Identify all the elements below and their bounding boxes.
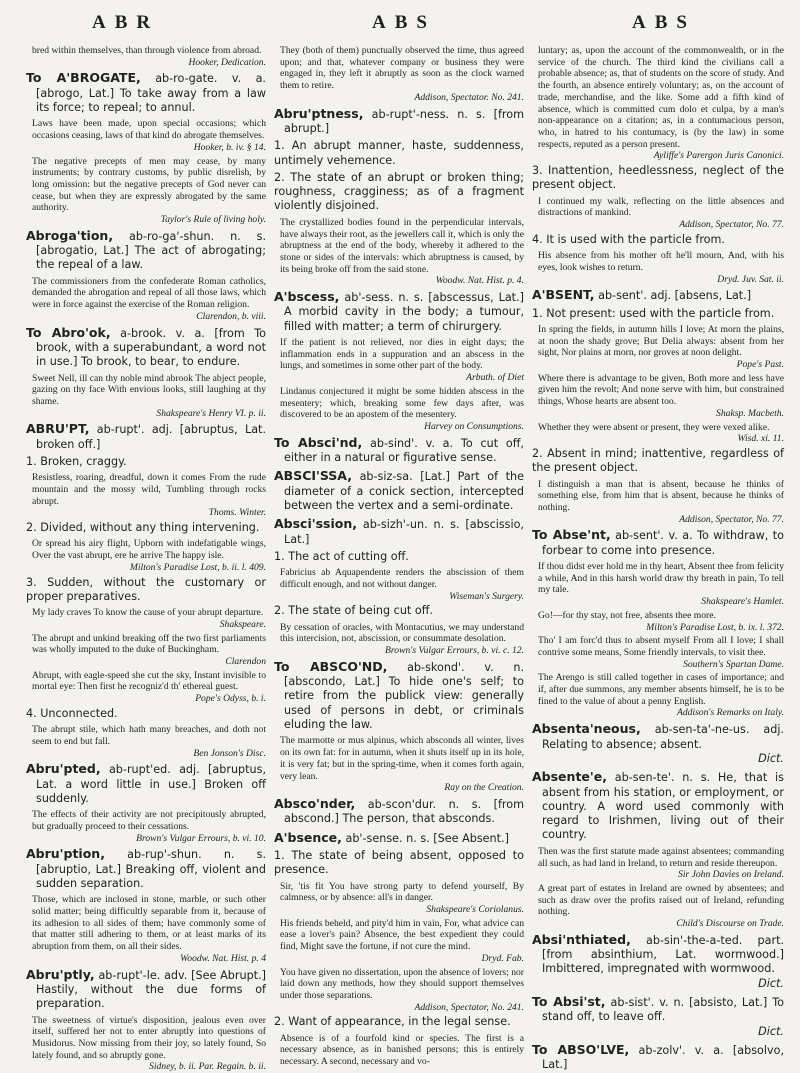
headword: To Absci'nd,	[274, 434, 363, 450]
citation-text: Tho' I am forc'd thus to absent myself From all I love; I shall contrive some means, Some friendly intervals, to visit thee.	[538, 635, 784, 658]
citation-source: Brown's Vulgar Errours, b. vi. 10.	[136, 832, 266, 844]
definition: ab-siz-sa. [Lat.] Part of the diameter of a conick section, intercepted between the vertex and a semi-ordinate.	[284, 470, 524, 512]
citation-source: Addison, Spectator, No. 77.	[679, 513, 784, 525]
citation-source: Addison's Remarks on Italy.	[676, 707, 784, 719]
citation	[280, 45, 524, 104]
sense: 1. The state of being absent, opposed to presence.	[274, 848, 524, 877]
citation-source: Shakspeare's Hamlet.	[701, 596, 784, 608]
citation-text: Absence is of a fourfold kind or species. The first is a necessary absence, as in banished persons; this is entirely necessary. A second, necessary and vo-	[280, 1032, 524, 1068]
entry-abscind	[274, 435, 524, 466]
definition: ab-sent'. v. a. To withdraw, to forbear to come into presence.	[542, 529, 784, 557]
citation-source: Dict.	[758, 1024, 784, 1038]
citation-source: Brown's Vulgar Errours, b. vi. c. 12.	[385, 645, 524, 657]
entry-absentaneous	[532, 721, 784, 766]
citation-source: Dict.	[758, 751, 784, 765]
citation-text: I continued my walk, reflecting on the little absences and distractions of mankind.	[538, 195, 784, 219]
citation-text: Fabricius ab Aquapendente renders the abscission of them difficult enough, and not without danger.	[280, 567, 524, 590]
citation	[32, 894, 266, 964]
citation	[538, 672, 784, 719]
headword: Absco'nder,	[274, 795, 356, 811]
citation	[32, 633, 266, 668]
definition: ab-zolv'. v. a. [absolvo, Lat.]	[542, 1044, 785, 1072]
definition: ab-scon'dur. n. s. [from abscond.] The person, that absconds.	[284, 797, 525, 826]
citation-text: Laws have been made, upon special occasions; which occasions ceasing, laws of that kind do abrogate themselves.	[32, 118, 266, 142]
sense: 3. Sudden, without the customary or proper preparatives.	[26, 575, 266, 603]
citation	[32, 809, 266, 844]
citation-text: The commissioners from the confederate Roman catholics, demanded the abrogation and repeal of all those laws, which were in force against the exercise of the Roman religion.	[32, 275, 266, 311]
citation-source: Thoms. Winter.	[208, 507, 266, 519]
citation-source: Sir John Davies on Ireland.	[678, 869, 784, 881]
citation-text: Abrupt, with eagle-speed she cut the sky, Instant invisible to mortal eye: Then first he recogniz'd th' ethereal guest.	[32, 669, 266, 693]
citation	[32, 373, 266, 420]
citation	[32, 1015, 266, 1073]
citation-text: bred within themselves, than through violence from abroad.	[32, 45, 262, 56]
citation	[280, 1033, 524, 1068]
citation-source: Pope's Past.	[736, 359, 784, 370]
citation	[280, 881, 524, 916]
citation-text: The marmotte or mus alpinus, which absconds all winter, lives on its own fat: for in autumn, when it shuts itself up in its hole, it is very fat; but in the spring-time, when it comes forth again, very lean.	[280, 735, 524, 782]
headword: To ABSO'LVE,	[532, 1042, 630, 1058]
entry-abscission	[274, 516, 524, 547]
sense: 1. An abrupt manner, haste, suddenness, untimely vehemence.	[274, 139, 524, 167]
entry-abrogate	[26, 70, 266, 115]
citation-source: Dryd. Fab.	[481, 952, 524, 964]
citation	[32, 156, 266, 226]
citation-text: I distinguish a man that is absent, because he thinks of something else, from him that is absent, because he thinks of nothing.	[538, 478, 784, 513]
sense: 4. It is used with the particle from.	[532, 232, 725, 246]
citation	[538, 846, 784, 881]
definition: ab-sizh'-un. n. s. [abscissio, Lat.]	[284, 518, 524, 546]
citation-source: Milton's Paradise Lost, b. ix. l. 372.	[646, 621, 784, 633]
citation	[538, 561, 784, 608]
citation	[280, 735, 524, 794]
headword: Absente'e,	[532, 769, 607, 785]
citation	[280, 337, 524, 384]
citation-text: The negative precepts of men may cease, by many instruments; by contrary customs, by public disrelish, by long omission: but the negative precepts of God never can cease, but when they are expressly abrogated by the same authority.	[32, 155, 266, 214]
column-left	[26, 44, 267, 1073]
citation-text: Sweet Nell, ill can thy noble mind abrook The abject people, gazing on thy face With envious looks, still laughing at thy shame.	[32, 372, 266, 407]
header-right: ABS	[632, 12, 696, 33]
sense: 2. The state of being cut off.	[274, 604, 433, 618]
citation-source: Ben Jonson's Disc.	[193, 747, 266, 759]
citation	[538, 324, 784, 371]
citation-source: Clarendon, b. viii.	[196, 310, 266, 322]
sense: 3. Inattention, heedlessness, neglect of the present object.	[532, 164, 784, 192]
headword: ABRU'PT,	[26, 421, 90, 437]
definition: a-brook. v. a. [from To brook, with a superabundant, a word not in use.] To brook, to bear, to endure.	[36, 326, 267, 369]
definition: ab-sent'. adj. [absens, Lat.]	[598, 289, 752, 303]
citation	[280, 918, 524, 965]
citation	[32, 538, 266, 573]
citation	[32, 118, 266, 153]
citation-source: Hooker, b. iv. § 14.	[193, 141, 266, 153]
entry-abruptly	[26, 967, 266, 1012]
definition: ab-sen-te'. n. s. He, that is absent from his station, or employment, or country. A word used commonly with regard to Irishmen, living out of their country.	[542, 771, 784, 842]
headword: To A'BROGATE,	[26, 70, 141, 86]
column-center	[274, 44, 525, 1068]
sense: 1. Not present: used with the particle from.	[532, 306, 775, 320]
citation-source: Dryd. Juv. Sat. ii.	[717, 273, 784, 285]
citation-text: The abrupt stile, which hath many breaches, and doth not seem to end but fall.	[32, 724, 266, 747]
citation-text: The crystallized bodies found in the perpendicular intervals, have always their root, as the jewellers call it, which is only the abruptness at the end of the body, whereby it adhered to the stone or sides of the intervals: which abruptness is caused, by its being broke off from the said stone.	[280, 216, 524, 275]
running-header	[0, 12, 800, 40]
citation-text: The sweetness of virtue's disposition, jealous even over itself, suffered her not to enter abruptly into questions of Musidorus. Now missing from their joy, so lately found, So lately found, and so abruptly gone.	[32, 1014, 266, 1061]
citation-text: You have given no dissertation, upon the absence of lovers; nor laid down any methods, how they should support themselves under those separations.	[280, 966, 524, 1001]
definition: ab-ro-ga'-shun. n. s. [abrogatio, Lat.] The act of abrogating; the repeal of a law.	[36, 229, 266, 272]
headword: Abru'pted,	[26, 761, 101, 777]
sense: 2. Divided, without any thing intervening.	[26, 521, 260, 535]
sense: 2. Absent in mind; inattentive, regardless of the present object.	[532, 446, 784, 475]
citation-source: Addison, Spectator, No. 241.	[414, 1001, 524, 1013]
citation-source: Hooker, Dedication.	[188, 56, 266, 68]
citation-source: Shaksp. Macbeth.	[716, 407, 784, 419]
definition: ab-rupt'ed. adj. [abruptus, Lat. a word little in use.] Broken off suddenly.	[36, 763, 267, 805]
headword: Absci'ssion,	[274, 516, 357, 532]
definition: ab-rup'-shun. n. s. [abruptio, Lat.] Breaking off, violent and sudden separation.	[36, 848, 267, 891]
citation-source: Southern's Spartan Dame.	[683, 658, 784, 670]
citation-text: Where there is advantage to be given, Both more and less have given him the revolt; And none serve with him, but constrained things, Whose hearts are absent too.	[538, 372, 784, 408]
citation	[32, 276, 266, 323]
definition: ab-rupt'-ness. n. s. [from abrupt.]	[284, 107, 525, 135]
citation-source: Woodw. Nat. Hist. p. 4	[180, 952, 266, 964]
citation-text: luntary; as, upon the account of the commonwealth, or in the service of the church. The third kind the civilians call a probable absence; as, that of students on the score of study. And the fourth, an absence entirely voluntary; as, on the account of trade, merchandise, and the like. Some add a fifth kind of absence, which is committed cum dolo et culpa, by a man's non-appearance on a citation; as, in a contumacious person, who, in hatred to his contumacy, is (by the law) in some respects, reputed as a person present.	[538, 45, 784, 150]
definition: ab-ro-gate. v. a. [abrogo, Lat.] To take away from a law its force; to repeal; to annul.	[36, 72, 266, 115]
headword: ABSCI'SSA,	[274, 468, 352, 484]
citation-source: Harvey on Consumptions.	[424, 420, 524, 432]
definition: ab-sin'-the-a-ted. part. [from absinthium, Lat. wormwood.] Imbittered, impregnated with wormwood.	[542, 933, 785, 976]
entry-absist	[532, 994, 784, 1039]
citation-source: Woodw. Nat. Hist. p. 4.	[435, 275, 524, 287]
entry-absent-verb	[532, 527, 784, 558]
citation	[32, 45, 266, 68]
headword: Absi'nthiated,	[532, 931, 631, 947]
citation-source: Clarendon	[225, 656, 266, 668]
citation	[32, 607, 266, 630]
entry-abrupted	[26, 761, 266, 806]
headword: To Abro'ok,	[26, 324, 111, 340]
entry-abrook	[26, 325, 266, 370]
headword: Abru'ptness,	[274, 105, 364, 121]
entry-abruption	[26, 846, 266, 891]
dictionary-columns	[0, 44, 800, 1073]
citation-text: If the patient is not relieved, nor dies in eight days; the inflammation ends in a suppuration and an abscess in the lungs, and sometimes in some other part of the body.	[280, 337, 524, 372]
definition: ab'-sense. n. s. [See Absent.]	[345, 831, 509, 845]
sense: 2. Want of appearance, in the legal sense.	[274, 1015, 511, 1029]
entry-abscond	[274, 659, 524, 733]
citation	[538, 373, 784, 420]
citation-source: Shakspeare.	[219, 618, 266, 630]
entry-absent	[532, 287, 784, 303]
citation	[538, 196, 784, 231]
citation	[280, 217, 524, 287]
header-left: ABR	[92, 12, 160, 33]
sense: 1. Broken, craggy.	[26, 454, 127, 468]
sense: 2. The state of an abrupt or broken thing; roughness, cragginess; as of a fragment violently disjoined.	[274, 170, 524, 213]
headword: A'bsence,	[274, 829, 342, 845]
citation-source: Ayliffe's Parergon Juris Canonici.	[653, 150, 784, 162]
citation	[280, 622, 524, 657]
citation-text: The abrupt and unkind breaking off the two first parliaments was wholly imputed to the duke of Buckingham.	[32, 632, 266, 656]
entry-absolve	[532, 1042, 784, 1073]
definition: ab-sist'. v. n. [absisto, Lat.] To stand off, to leave off.	[542, 996, 785, 1024]
entry-abscissa	[274, 468, 524, 513]
definition: ab-rupt'-le. adv. [See Abrupt.] Hastily, without the due forms of preparation.	[36, 968, 266, 1011]
citation	[32, 670, 266, 705]
citation-text: Then was the first statute made against absentees; commanding all such, as had land in Ireland, to return and reside thereupon.	[538, 845, 784, 869]
headword: A'BSENT,	[532, 287, 595, 303]
citation-text: By cessation of oracles, with Montacutius, we may understand this intercision, not, abscission, or consummate desolation.	[280, 621, 524, 645]
entry-absentee	[532, 769, 784, 843]
citation-text: Sir, 'tis fit You have strong party to defend yourself, By calmness, or by absence: all's in danger.	[280, 880, 524, 904]
citation-source: Pope's Odyss, b. i.	[195, 693, 266, 705]
citation-source: Taylor's Rule of living holy.	[160, 214, 266, 226]
definition: ab-sen-ta'-ne-us. adj. Relating to absence; absent.	[542, 723, 784, 751]
entry-abscess	[274, 289, 524, 334]
entry-absence	[274, 830, 524, 846]
citation-text: Resistless, roaring, dreadful, down it comes From the rude mountain and the mossy wild, Tumbling through rocks abrupt.	[32, 472, 266, 507]
citation-text: They (both of them) punctually observed the time, thus agreed upon; and that, whatever company or business they were engaged in, they left it abruptly as soon as the clock warned them to retire.	[280, 45, 524, 92]
headword: To Abse'nt,	[532, 527, 611, 543]
citation	[538, 479, 784, 526]
citation	[280, 386, 524, 433]
citation-source: Ray on the Creation.	[444, 782, 524, 794]
citation-source: Arbuth. of Diet	[466, 372, 524, 384]
citation-text: Whether they were absent or present, they were vexed alike.	[538, 421, 770, 433]
citation	[32, 724, 266, 759]
citation-text: Or spread his airy flight, Upborn with indefatigable wings, Over the vast abrupt, ere he arrive The happy isle.	[32, 538, 266, 562]
citation-source: Sidney, b. ii. Par. Regain. b. ii.	[149, 1061, 266, 1073]
definition: ab-skond'. v. n. [abscondo, Lat.] To hide one's self; to retire from the publick view: generally used of persons in debt, or criminals eluding the law.	[284, 660, 524, 732]
citation-text: Go!—for thy stay, not free, absents thee more.	[538, 609, 716, 621]
headword: To ABSCO'ND,	[274, 658, 388, 674]
entry-abrogation	[26, 228, 266, 273]
header-center: ABS	[372, 12, 436, 33]
headword: Absenta'neous,	[532, 721, 641, 737]
headword: Abru'ption,	[26, 846, 105, 862]
citation-source: Milton's Paradise Lost, b. ii. l. 409.	[129, 561, 266, 573]
headword: Abru'ptly,	[26, 966, 95, 982]
citation-text: Those, which are inclosed in stone, marble, or such other solid matter; being difficultly separable from it, because of its adhesion to all sides of them; have commonly some of that matter still adhering to them, or at least marks of its abruption from them, on all their sides.	[32, 894, 266, 953]
entry-absinthiated	[532, 932, 784, 991]
citation-text: His absence from his mother oft he'll mourn, And, with his eyes, look wishes to return.	[538, 250, 784, 273]
citation-text: If thou didst ever hold me in thy heart, Absent thee from felicity a while, And in this harsh world draw thy breath in pain, To tell my tale.	[538, 561, 784, 596]
citation-text: My lady craves To know the cause of your abrupt departure.	[32, 607, 264, 619]
citation-source: Addison, Spectator. No. 241.	[414, 91, 524, 103]
citation-text: His friends beheld, and pity'd him in vain, For, what advice can ease a lover's pain? Absence, the best expedient they could find, Might save the fortune, if not cure the mind.	[280, 917, 524, 953]
citation	[280, 567, 524, 602]
citation	[280, 967, 524, 1014]
citation	[538, 635, 784, 670]
sense: 1. The act of cutting off.	[274, 549, 409, 563]
citation-source: Child's Discourse on Trade.	[676, 918, 784, 930]
citation	[538, 45, 784, 162]
entry-abrupt	[26, 421, 266, 452]
citation	[32, 472, 266, 519]
citation-text: A great part of estates in Ireland are owned by absentees; and such as draw over the profits raised out of Ireland, refunding nothing.	[538, 882, 784, 918]
citation	[538, 250, 784, 285]
citation-text: Lindanus conjectured it might be some hidden abscess in the mesentery; which, breaking some few days after, was discovered to be an apostem of the mesentery.	[280, 385, 524, 421]
headword: Abroga'tion,	[26, 227, 114, 243]
citation	[538, 422, 784, 445]
citation-text: The Arengo is still called together in cases of importance; and if, after due summons, any member absents himself, he is to be fined to the value of about a penny English.	[538, 672, 784, 707]
definition: ab-sind'. v. a. To cut off, either in a natural or figurative sense.	[284, 436, 524, 464]
citation-source: Dict.	[758, 976, 784, 990]
citation-source: Addison, Spectator, No. 77.	[679, 219, 784, 231]
sense: 4. Unconnected.	[26, 706, 118, 720]
citation-source: Shakspeare's Coriolanus.	[426, 904, 524, 916]
citation	[538, 883, 784, 930]
definition: ab'-sess. n. s. [abscessus, Lat.] A morbid cavity in the body; a tumour, filled with matter; a term of chirurgery.	[284, 291, 524, 333]
citation-source: Wisd. xi. 11.	[737, 433, 784, 445]
citation-text: The effects of their activity are not precipitously abrupted, but gradually proceed to their cessations.	[32, 809, 266, 832]
citation-source: Shakspeare's Henry VI. p. ii.	[156, 407, 266, 419]
definition: ab-rupt'. adj. [abruptus, Lat. broken off.]	[36, 423, 266, 451]
entry-absconder	[274, 796, 524, 827]
headword: To Absi'st,	[532, 994, 606, 1010]
entry-abruptness	[274, 106, 524, 137]
headword: A'bscess,	[274, 289, 340, 305]
citation	[538, 610, 784, 633]
citation-source: Wiseman's Surgery.	[449, 590, 524, 602]
citation-text: In spring the fields, in autumn hills I love; At morn the plains, at noon the shady grove; But Delia always: absent from her sight, Nor plains at morn, nor groves at noon delight.	[538, 323, 784, 359]
column-right	[532, 44, 785, 1072]
